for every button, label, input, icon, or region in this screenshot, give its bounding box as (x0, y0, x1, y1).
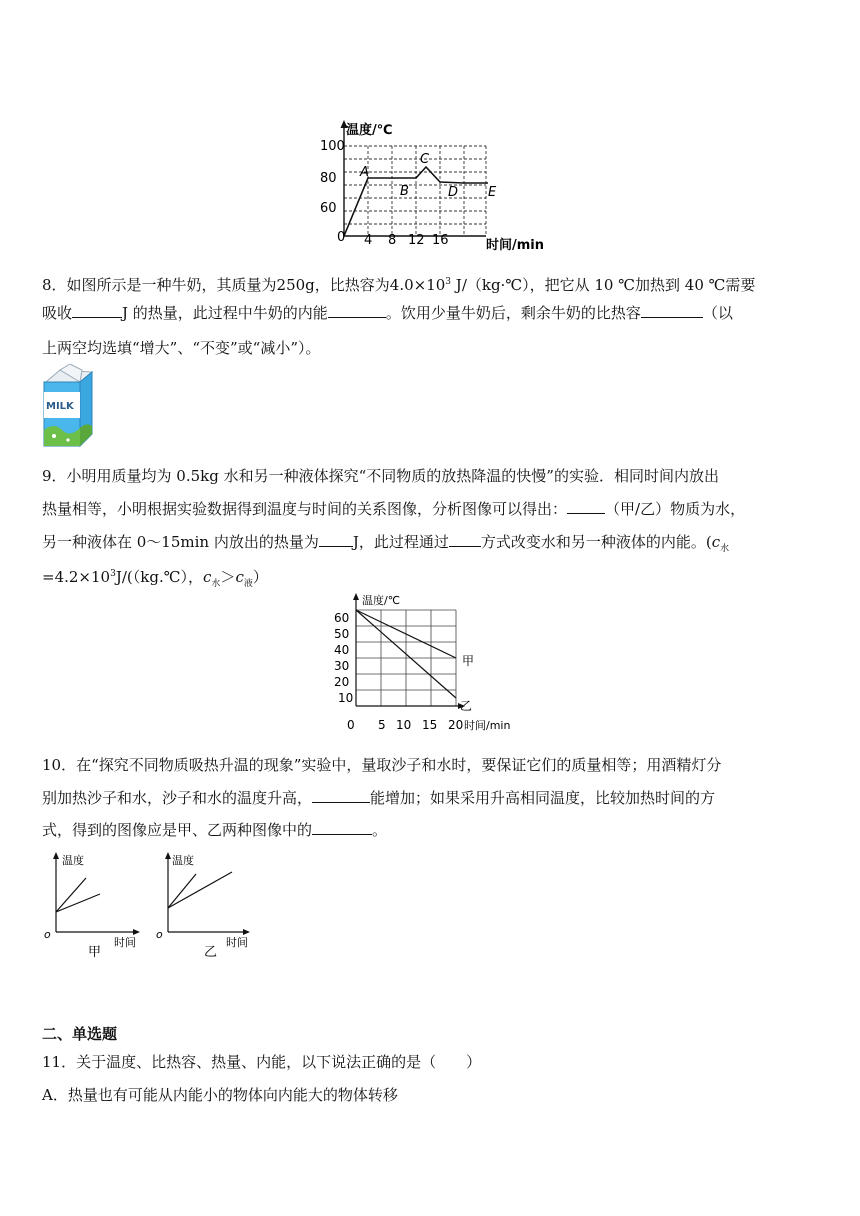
q8-line-1: 8．如图所示是一种牛奶，其质量为250g，比热容为$4.0\times 10^3$ J/（kg·℃），把它从 10 ℃加热到 40 ℃需要 (42, 276, 756, 294)
y-tick-label: 100 (320, 139, 345, 154)
dashed-grid (344, 146, 486, 236)
chart-grid (356, 610, 456, 706)
q9-line-3: 另一种液体在 0～15min 内放出的热量为 J，此过程通过 方式改变水和另一种液体的内能。($c_水$ (42, 533, 730, 554)
x-tick-label: 5 (378, 718, 386, 732)
q9-line-2: 热量相等，小明根据实验数据得到温度与时间的关系图像，分析图像可以得出： （甲/乙）物质为水， (42, 500, 746, 518)
origin-label: o (156, 928, 163, 941)
heating-curve-figure (320, 118, 552, 254)
answer-blank[interactable] (312, 788, 370, 803)
x-tick-label: 20 (448, 718, 464, 732)
q11-stem: 11．关于温度、比热容、热量、内能，以下说法正确的是（ ） (42, 1053, 482, 1071)
q10-line-2: 别加热沙子和水，沙子和水的温度升高， 能增加；如果采用升高相同温度，比较加热时间的方 (42, 789, 716, 807)
y-axis-label: 温度 (172, 854, 194, 867)
y-tick-label: 20 (334, 675, 350, 689)
y-tick-label: 50 (334, 627, 350, 641)
origin-label: 0 (347, 718, 355, 732)
origin-label: o (44, 928, 51, 941)
origin-label: 0 (337, 230, 346, 245)
answer-blank[interactable] (319, 532, 353, 547)
x-tick-label: 12 (408, 233, 425, 248)
graph-yi (156, 852, 250, 960)
x-axis-label: 时间 (114, 936, 136, 949)
answer-blank[interactable] (328, 303, 386, 318)
y-tick-label: 10 (338, 691, 354, 705)
milk-carton-image (40, 364, 98, 448)
answer-blank[interactable] (567, 499, 605, 514)
q8-line-3: 上两空均选填“增大”、“不变”或“减小”）。 (42, 339, 321, 357)
section-title: 二、单选题 (42, 1025, 118, 1043)
point-label-e: E (488, 185, 497, 200)
y-axis-label: 温度/℃ (362, 594, 401, 607)
q11-option-a[interactable]: A．热量也有可能从内能小的物体向内能大的物体转移 (42, 1086, 398, 1104)
q10-line-3: 式，得到的图像应是甲、乙两种图像中的 。 (42, 821, 388, 839)
y-tick-label: 30 (334, 659, 350, 673)
sketch-graphs-figure (40, 850, 270, 960)
x-tick-label: 4 (364, 233, 373, 248)
answer-blank[interactable] (641, 303, 703, 318)
milk-carton-label: MILK (46, 401, 74, 412)
y-tick-label: 60 (320, 201, 337, 216)
y-tick-label: 80 (320, 171, 337, 186)
y-tick-label: 40 (334, 643, 350, 657)
answer-blank[interactable] (449, 532, 481, 547)
answer-blank[interactable] (312, 820, 372, 835)
answer-blank[interactable] (72, 303, 122, 318)
y-axis-arrow (353, 593, 359, 600)
q9-line-4: $=4.2\times 10^3J/((kg.℃)$，$c_水>c_液$） (42, 568, 268, 589)
q8-line-2: 吸收 J 的热量，此过程中牛奶的内能 。饮用少量牛奶后，剩余牛奶的比热容 （以 (42, 304, 733, 322)
x-tick-label: 16 (432, 233, 449, 248)
point-label-d: D (448, 185, 459, 200)
q10-line-1: 10．在“探究不同物质吸热升温的现象”实验中，量取沙子和水时，要保证它们的质量相等；用酒精灯分 (42, 756, 722, 774)
graph-jia (44, 852, 140, 960)
x-axis-label: 时间/min (486, 238, 545, 253)
graph-name-jia: 甲 (88, 945, 102, 960)
series-label-yi: 乙 (460, 699, 473, 713)
y-axis-label: 温度 (62, 854, 84, 867)
series-label-jia: 甲 (462, 654, 475, 668)
x-tick-label: 10 (396, 718, 412, 732)
graph-name-yi: 乙 (204, 945, 218, 960)
y-axis-label: 温度/℃ (346, 123, 393, 138)
point-label-a: A (360, 165, 369, 180)
point-label-b: B (400, 184, 409, 199)
x-axis-label: 时间 (226, 936, 248, 949)
point-label-c: C (420, 152, 430, 167)
x-tick-label: 8 (388, 233, 397, 248)
y-tick-label: 60 (334, 611, 350, 625)
cooling-chart (326, 590, 526, 736)
x-tick-label: 15 (422, 718, 438, 732)
q9-line-1: 9．小明用质量均为 0.5kg 水和另一种液体探究“不同物质的放热降温的快慢”的实验．相同时间内放出 (42, 467, 719, 485)
x-axis-label: 时间/min (464, 719, 511, 732)
